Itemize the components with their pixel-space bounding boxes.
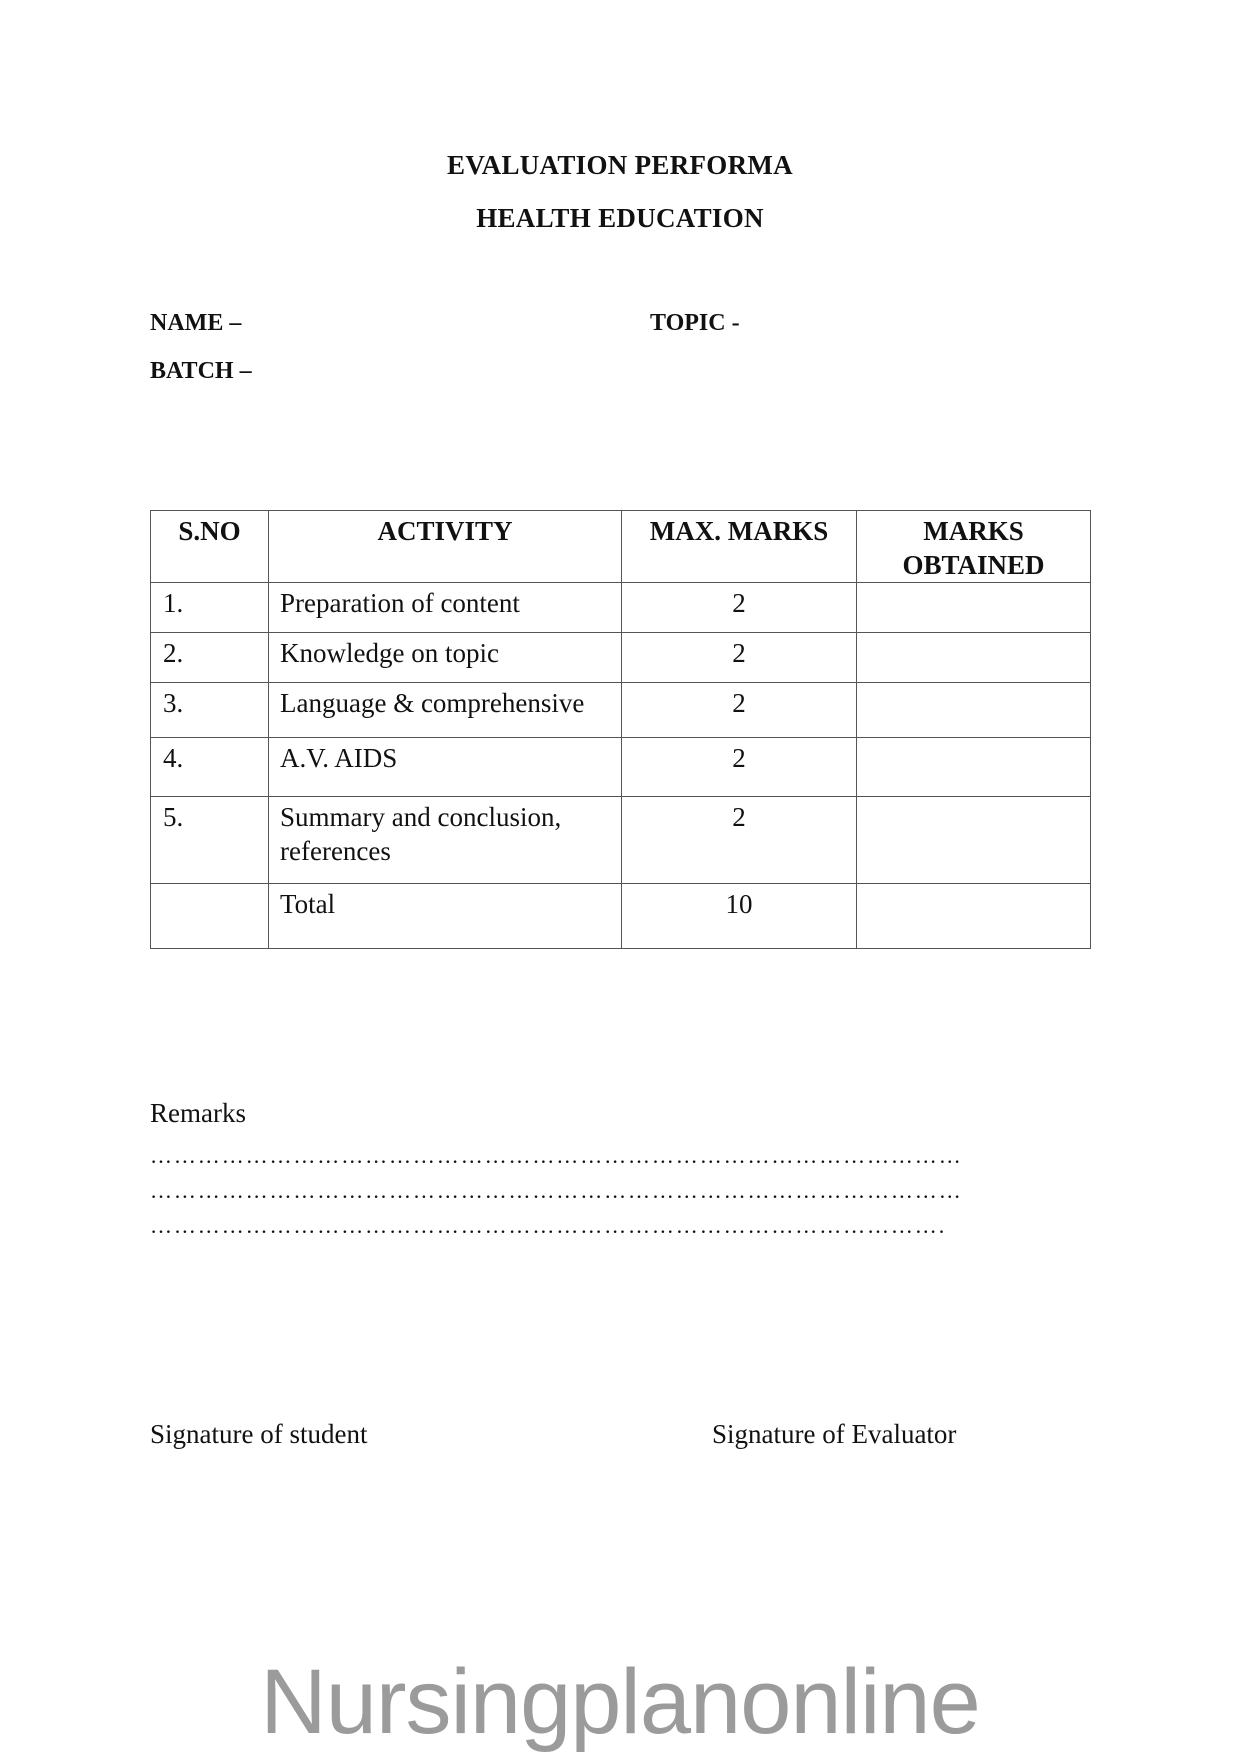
row-max-marks: 2 — [622, 683, 857, 738]
row-marks-obtained-cell[interactable] — [857, 633, 1091, 683]
row-sno: 5. — [151, 797, 269, 884]
remarks-line-2[interactable]: ………………………………………………………………………………………… — [150, 1178, 963, 1203]
row-marks-obtained-cell[interactable] — [857, 738, 1091, 797]
table-total-row — [151, 884, 1091, 949]
table-row — [151, 583, 1091, 633]
table-row — [151, 633, 1091, 683]
total-label: Total — [269, 884, 622, 949]
row-max-marks: 2 — [622, 583, 857, 633]
header-activity: ACTIVITY — [269, 511, 622, 583]
row-sno: 4. — [151, 738, 269, 797]
topic-field-label: TOPIC - — [650, 310, 740, 336]
row-activity: Summary and conclusion, references — [269, 797, 622, 884]
total-sno — [151, 884, 269, 949]
row-activity: A.V. AIDS — [269, 738, 622, 797]
remarks-line-1[interactable]: ………………………………………………………………………………………… — [150, 1143, 963, 1168]
row-sno: 2. — [151, 633, 269, 683]
row-sno: 3. — [151, 683, 269, 738]
row-max-marks: 2 — [622, 633, 857, 683]
table-row — [151, 683, 1091, 738]
table-row — [151, 738, 1091, 797]
evaluator-signature-label: Signature of Evaluator — [712, 1419, 957, 1449]
table-row — [151, 797, 1091, 884]
remarks-label: Remarks — [150, 1098, 246, 1128]
name-field-label: NAME – — [150, 310, 242, 336]
row-sno: 1. — [151, 583, 269, 633]
student-signature-label: Signature of student — [150, 1419, 368, 1449]
header-marks-obtained: MARKS OBTAINED — [857, 511, 1091, 583]
document-subtitle: HEALTH EDUCATION — [476, 203, 764, 233]
row-max-marks: 2 — [622, 738, 857, 797]
batch-field-label: BATCH – — [150, 358, 252, 384]
header-max-marks: MAX. MARKS — [622, 511, 857, 583]
header-sno: S.NO — [151, 511, 269, 583]
watermark: Nursingplanonline — [260, 1651, 980, 1753]
row-marks-obtained-cell[interactable] — [857, 683, 1091, 738]
row-activity: Preparation of content — [269, 583, 622, 633]
remarks-line-3[interactable]: ………………………………………………………………………………………. — [150, 1213, 947, 1238]
document-title: EVALUATION PERFORMA — [447, 150, 793, 180]
evaluation-table — [150, 510, 1091, 949]
total-marks-obtained-cell[interactable] — [857, 884, 1091, 949]
table-header-row — [151, 511, 1091, 583]
row-max-marks: 2 — [622, 797, 857, 884]
row-activity: Knowledge on topic — [269, 633, 622, 683]
row-marks-obtained-cell[interactable] — [857, 583, 1091, 633]
row-activity: Language & comprehensive — [269, 683, 622, 738]
row-marks-obtained-cell[interactable] — [857, 797, 1091, 884]
total-max-marks: 10 — [622, 884, 857, 949]
